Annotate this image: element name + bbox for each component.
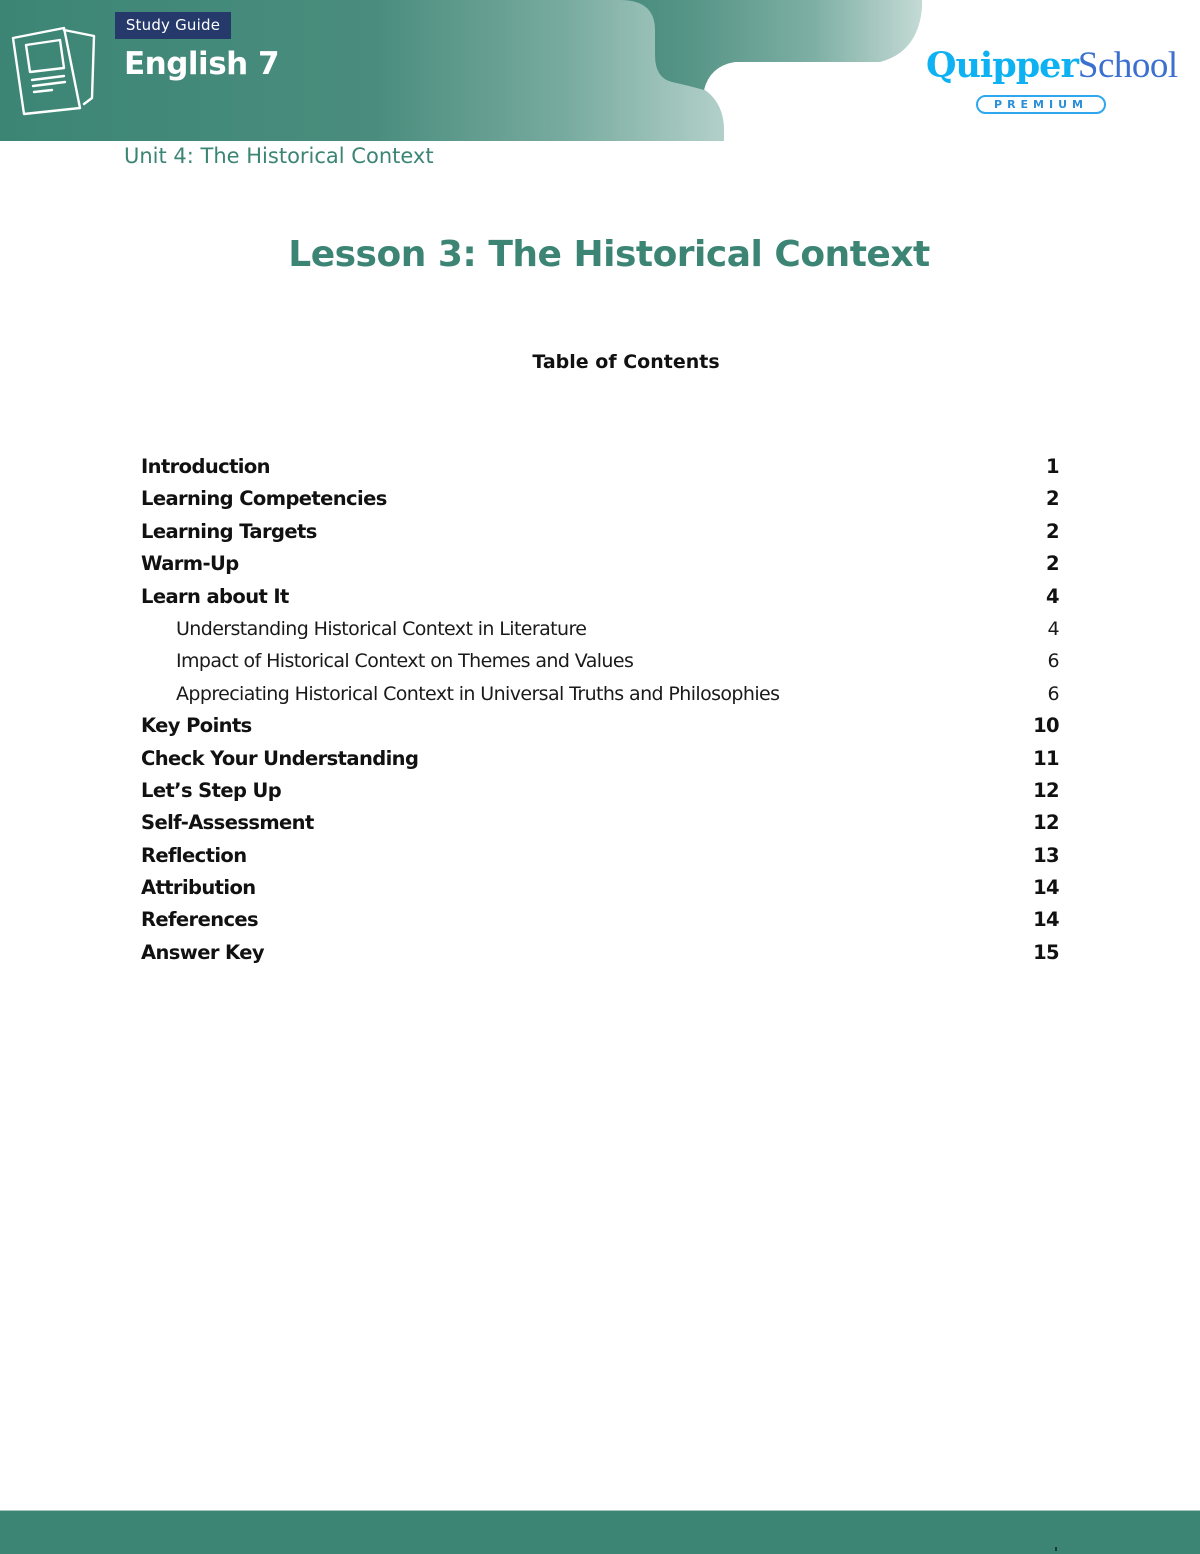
logo-school-text: School (1077, 45, 1178, 86)
toc-entry[interactable] (141, 710, 1059, 742)
quipper-school-logo (926, 44, 1178, 120)
toc-entry-page: 6 (1047, 650, 1059, 673)
footer-bar (0, 1510, 1200, 1554)
toc-entry[interactable] (141, 516, 1059, 548)
toc-entry[interactable] (141, 581, 1059, 613)
logo-quipper-text: Quipper (926, 45, 1078, 86)
toc-entry-label: Learning Competencies (141, 487, 387, 511)
toc-entry-page: 2 (1046, 487, 1059, 511)
toc-entry-label: Appreciating Historical Context in Universal Truths and Philosophies (176, 682, 780, 705)
toc-entry-page: 11 (1033, 746, 1059, 770)
toc-entry[interactable] (141, 872, 1059, 904)
toc-entry[interactable] (141, 937, 1059, 969)
toc-entry-label: Check Your Understanding (141, 746, 419, 770)
toc-entry-page: 12 (1033, 811, 1059, 835)
toc-subentry[interactable] (141, 613, 1059, 645)
toc-entry-page: 13 (1033, 843, 1059, 867)
toc-entry[interactable] (141, 775, 1059, 807)
toc-entry-label: Learning Targets (141, 519, 317, 543)
toc-entry-page: 4 (1047, 617, 1059, 640)
toc-entry-page: 14 (1033, 908, 1059, 932)
toc-entry-page: 4 (1046, 584, 1059, 608)
toc-entry[interactable] (141, 483, 1059, 515)
toc-entry-page: 12 (1033, 778, 1059, 802)
toc-entry[interactable] (141, 840, 1059, 872)
study-guide-badge: Study Guide (115, 12, 231, 39)
subject-title: English 7 (124, 46, 280, 82)
premium-badge: PREMIUM (976, 95, 1106, 114)
toc-entry[interactable] (141, 451, 1059, 483)
toc-entry-label: Key Points (141, 714, 252, 738)
toc-entry-label: Attribution (141, 876, 256, 900)
toc-entry-label: Introduction (141, 455, 270, 478)
toc-entry-page: 14 (1033, 876, 1059, 900)
document-pages-icon (8, 24, 98, 116)
toc-heading: Table of Contents (532, 351, 720, 373)
toc-entry-label: References (141, 908, 259, 932)
toc-entry-label: Warm-Up (141, 552, 239, 576)
toc-entry-label: Self-Assessment (141, 811, 314, 835)
logo-wordmark (926, 44, 1178, 88)
unit-title: Unit 4: The Historical Context (124, 144, 434, 168)
toc-entry-label: Let’s Step Up (141, 778, 282, 802)
toc-entry[interactable] (141, 904, 1059, 936)
toc-entry-page: 2 (1046, 519, 1059, 543)
toc-entry-page: 15 (1033, 940, 1059, 964)
page-marker (1055, 1547, 1057, 1551)
toc-entry-page: 10 (1033, 714, 1059, 738)
toc-entry-label: Learn about It (141, 584, 289, 608)
table-of-contents (141, 451, 1059, 969)
lesson-title: Lesson 3: The Historical Context (288, 234, 930, 275)
toc-entry[interactable] (141, 807, 1059, 839)
toc-entry-label: Impact of Historical Context on Themes and Values (176, 650, 634, 673)
toc-entry-page: 2 (1046, 552, 1059, 576)
toc-entry-label: Reflection (141, 843, 247, 867)
toc-entry[interactable] (141, 548, 1059, 580)
toc-subentry[interactable] (141, 678, 1059, 710)
toc-entry[interactable] (141, 743, 1059, 775)
toc-subentry[interactable] (141, 645, 1059, 677)
toc-entry-label: Answer Key (141, 940, 264, 964)
toc-entry-page: 6 (1047, 682, 1059, 705)
toc-entry-page: 1 (1046, 455, 1059, 478)
toc-entry-label: Understanding Historical Context in Literature (176, 617, 587, 640)
